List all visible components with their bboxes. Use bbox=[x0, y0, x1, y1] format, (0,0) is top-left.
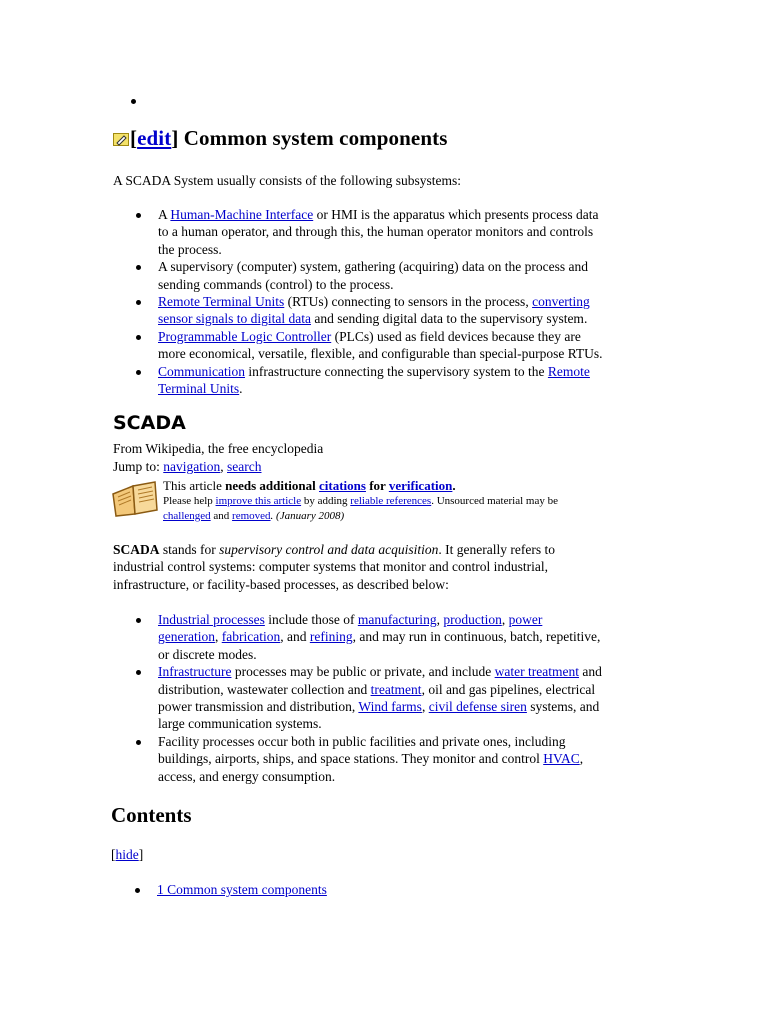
list-item: Communication infrastructure connecting the supervisory system to the Remote Terminal Units. bbox=[158, 363, 678, 398]
notice-box bbox=[111, 478, 651, 526]
improve-article-link[interactable]: improve this article bbox=[215, 495, 302, 507]
refining-link[interactable]: refining bbox=[309, 629, 353, 645]
section-heading-text: Common system components bbox=[183, 126, 448, 150]
process-list bbox=[158, 611, 678, 785]
citations-link[interactable]: citations bbox=[319, 478, 366, 493]
civil-defense-siren-link[interactable]: civil defense siren bbox=[428, 699, 527, 715]
fabrication-link[interactable]: fabrication bbox=[221, 629, 281, 645]
converting-link-cont[interactable]: sensor signals to digital data bbox=[158, 311, 311, 327]
jump-search-link[interactable]: search bbox=[227, 459, 262, 474]
toc-item bbox=[157, 881, 557, 898]
wind-farms-link[interactable]: Wind farms bbox=[358, 699, 422, 715]
book-icon bbox=[111, 480, 159, 518]
list-item: Facility processes occur both in public facilities and private ones, including buildings, airports, ships, and space stations. They monitor and control HVAC, access, and energy consumption. bbox=[158, 733, 678, 785]
hmi-link[interactable]: Human-Machine Interface bbox=[170, 207, 314, 222]
section-heading: [edit] Common system components bbox=[113, 126, 448, 151]
list-item: A supervisory (computer) system, gathering (acquiring) data on the process and sending commands (control) to the process. bbox=[158, 258, 678, 293]
water-treatment-link[interactable]: water treatment bbox=[494, 664, 579, 680]
contents-heading: Contents bbox=[111, 803, 192, 827]
removed-link[interactable]: removed bbox=[232, 510, 271, 522]
production-link[interactable]: production bbox=[443, 612, 502, 627]
converting-link[interactable]: converting bbox=[532, 294, 590, 310]
hide-toc-link[interactable]: hide bbox=[115, 847, 139, 862]
verification-link[interactable]: verification bbox=[388, 478, 453, 493]
list-item: Programmable Logic Controller (PLCs) used as field devices because they are more economical, versatile, flexible, and configurable than special-purpose RTUs. bbox=[158, 328, 678, 363]
list-item: Remote Terminal Units (RTUs) connecting to sensors in the process, converting sensor signals to digital data and sending digital data to the supervisory system. bbox=[158, 293, 678, 328]
edit-link[interactable]: edit bbox=[137, 126, 172, 150]
manufacturing-link[interactable]: manufacturing bbox=[357, 612, 437, 627]
communication-link[interactable]: Communication bbox=[158, 363, 245, 379]
toc-link-common-system-components[interactable]: 1 Common system components bbox=[157, 882, 327, 897]
plc-link[interactable]: Programmable Logic Controller bbox=[158, 328, 332, 344]
list-item: Industrial processes include those of manufacturing, production, power generation, fabrication, and refining, and may run in continuous, batch, repetitive, or discrete modes. bbox=[158, 611, 678, 663]
lead-paragraph: SCADA stands for supervisory control and data acquisition. It generally refers to industrial control systems: computer systems that monitor and control industrial, infrastructure, or facility-based processes, as described below: bbox=[113, 542, 555, 592]
terminal-units-link[interactable]: Terminal Units bbox=[158, 381, 240, 397]
hvac-link[interactable]: HVAC bbox=[543, 751, 580, 767]
power-generation-link[interactable]: power bbox=[508, 612, 543, 627]
industrial-processes-link[interactable]: Industrial processes bbox=[158, 612, 265, 627]
edit-pencil-icon bbox=[113, 133, 129, 146]
remote-link[interactable]: Remote bbox=[547, 363, 590, 379]
list-item: Infrastructure processes may be public or private, and include water treatment and distribution, wastewater collection and treatment, oil and gas pipelines, electrical power transmission and distribution, Wind farms, civil defense siren systems, and large communication systems. bbox=[158, 663, 678, 733]
infrastructure-link[interactable]: Infrastructure bbox=[158, 664, 232, 680]
subsystem-list bbox=[158, 206, 678, 397]
jump-navigation-link[interactable]: navigation bbox=[163, 459, 221, 474]
list-bullet bbox=[131, 99, 136, 104]
toc-toggle: [hide] bbox=[111, 847, 144, 862]
notice-line-1: This article needs additional citations for verification. bbox=[163, 478, 456, 493]
toc-list bbox=[157, 881, 557, 898]
power-generation-link-cont[interactable]: generation bbox=[158, 629, 215, 645]
challenged-link[interactable]: challenged bbox=[163, 510, 211, 522]
reliable-references-link[interactable]: reliable references bbox=[350, 495, 432, 507]
tagline: From Wikipedia, the free encyclopedia bbox=[113, 441, 324, 456]
rtu-link[interactable]: Remote Terminal Units bbox=[158, 294, 285, 310]
section-intro: A SCADA System usually consists of the following subsystems: bbox=[113, 173, 462, 188]
notice-line-2: Please help improve this article by adding reliable references. Unsourced material may be challenged and removed. (January 2008) bbox=[163, 495, 558, 522]
list-item: A Human-Machine Interface or HMI is the apparatus which presents process data to a human operator, and through this, the human operator monitors and controls the process. bbox=[158, 206, 678, 258]
page-title: SCADA bbox=[113, 412, 186, 434]
treatment-link[interactable]: treatment bbox=[370, 681, 422, 697]
jump-to: Jump to: navigation, search bbox=[113, 459, 262, 474]
